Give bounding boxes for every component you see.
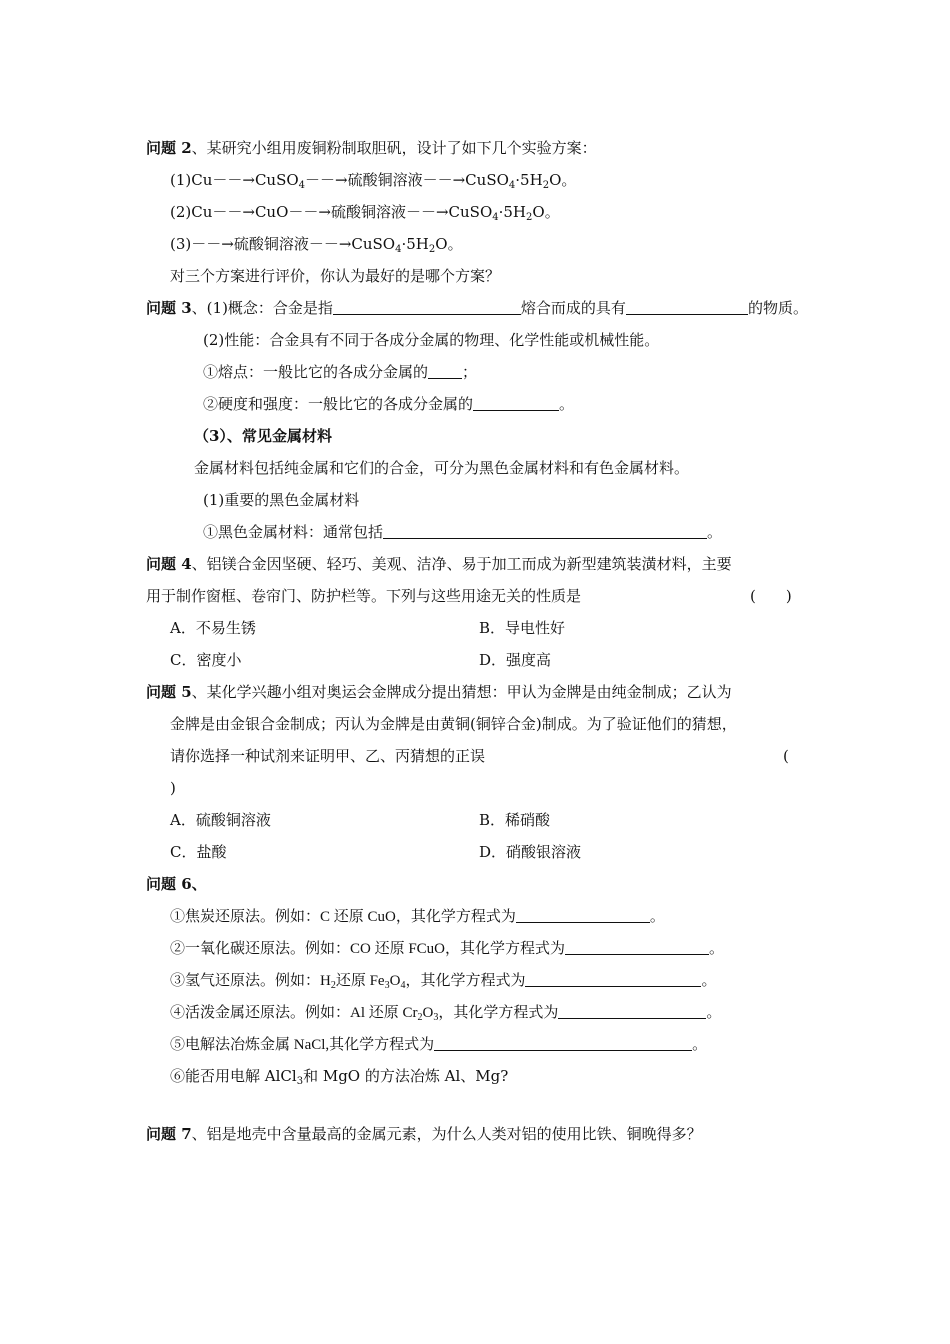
question-3-concept: 问题 3、(1)概念：合金是指 熔合而成的具有 的物质。 [146,299,808,317]
blank-equation-4[interactable] [558,1002,706,1019]
blank-equation-2[interactable] [565,938,709,955]
ferrous-metals-heading: (1)重要的黑色金属材料 [203,491,360,509]
method-electrolysis: ⑤电解法冶炼金属 NaCl,其化学方程式为 。 [170,1034,707,1055]
metal-materials-description: 金属材料包括纯金属和它们的合金，可分为黑色金属材料和有色金属材料。 [194,459,690,477]
option-a[interactable]: A．硫酸铜溶液 [170,811,271,829]
question-5-line-1: 问题 5、某化学兴趣小组对奥运会金牌成分提出猜想：甲认为金牌是由纯金制成；乙认为 [146,683,732,701]
option-b[interactable]: B．导电性好 [479,619,566,637]
common-metal-materials-heading: （3）、常见金属材料 [194,427,332,445]
method-coke-reduction: ①焦炭还原法。例如：C 还原 CuO，其化学方程式为 。 [170,906,665,927]
question-5-line-2: 金牌是由金银合金制成；丙认为金牌是由黄铜(铜锌合金)制成。为了验证他们的猜想， [170,715,737,733]
method-active-metal-reduction: ④活泼金属还原法。例如：Al 还原 $Cr_2O_3$，其化学方程式为 。 [170,1002,721,1023]
scheme-1: (1)Cu－－→CuSO$_4$－－→硫酸铜溶液$--\to CuSO_4\cdot 5H_2O$。 [170,171,577,191]
option-d[interactable]: D．硝酸银溶液 [479,843,582,861]
blank-equation-1[interactable] [516,906,650,923]
question-2-heading [146,138,597,158]
question-5-line-3: 请你选择一种试剂来证明甲、乙、丙猜想的正误 [170,747,486,765]
question-4-label: 问题 4 [146,555,192,573]
method-co-reduction: ②一氧化碳还原法。例如：CO 还原 FCuO，其化学方程式为 。 [170,938,724,959]
question-2-ask: 对三个方案进行评价，你认为最好的是哪个方案？ [170,267,501,285]
answer-paren-close[interactable]: ) [170,779,176,797]
question-4-line-2: 用于制作窗框、卷帘门、防护栏等。下列与这些用途无关的性质是 [146,587,582,605]
question-2-label: 问题 2 [146,139,192,157]
ferrous-metals-line: ①黑色金属材料：通常包括 。 [203,523,723,541]
question-3-hardness: ②硬度和强度：一般比它的各成分金属的 。 [203,395,575,413]
option-c[interactable]: C．盐酸 [170,843,227,861]
question-7-label: 问题 7 [146,1125,192,1143]
question-7: 问题 7、铝是地壳中含量最高的金属元素，为什么人类对铝的使用比铁、铜晚得多？ [146,1125,702,1143]
answer-paren-open[interactable]: ( [783,747,789,765]
scheme-2: (2)Cu－－→CuO－－→硫酸铜溶液$--\to CuSO_4\cdot 5H_2O$。 [170,203,560,223]
blank-alloy-def[interactable] [333,298,521,315]
question-5-label: 问题 5 [146,683,192,701]
question-3-label: 问题 3 [146,299,192,317]
electrolysis-question: ⑥能否用电解 AlCl$_3$和 MgO 的方法冶炼 Al、Mg? [170,1067,509,1087]
method-hydrogen-reduction: ③氢气还原法。例如：$H_2$还原 $Fe_3O_4$，其化学方程式为 。 [170,970,716,991]
scheme-3: (3)－－→硫酸铜溶液$--\to CuSO_4\cdot 5H_2O$。 [170,235,463,255]
question-4-line-1: 问题 4、铝镁合金因坚硬、轻巧、美观、洁净、易于加工而成为新型建筑装潢材料，主要 [146,555,732,573]
question-3-performance: (2)性能：合金具有不同于各成分金属的物理、化学性能或机械性能。 [203,331,660,349]
blank-melting-point[interactable] [428,362,462,379]
blank-equation-3[interactable] [525,970,701,987]
question-2-text: 、某研究小组用废铜粉制取胆矾，设计了如下几个实验方案： [191,139,597,157]
blank-hardness[interactable] [473,394,559,411]
option-d[interactable]: D．强度高 [479,651,552,669]
blank-equation-5[interactable] [434,1034,692,1051]
option-b[interactable]: B．稀硝酸 [479,811,551,829]
answer-paren[interactable]: ( ) [750,587,792,605]
option-a[interactable]: A．不易生锈 [170,619,256,637]
blank-ferrous-metals[interactable] [383,522,707,539]
blank-alloy-property[interactable] [626,298,748,315]
option-c[interactable]: C．密度小 [170,651,242,669]
question-6-label: 问题 6、 [146,875,207,893]
question-3-melting: ①熔点：一般比它的各成分金属的 ； [203,363,478,381]
